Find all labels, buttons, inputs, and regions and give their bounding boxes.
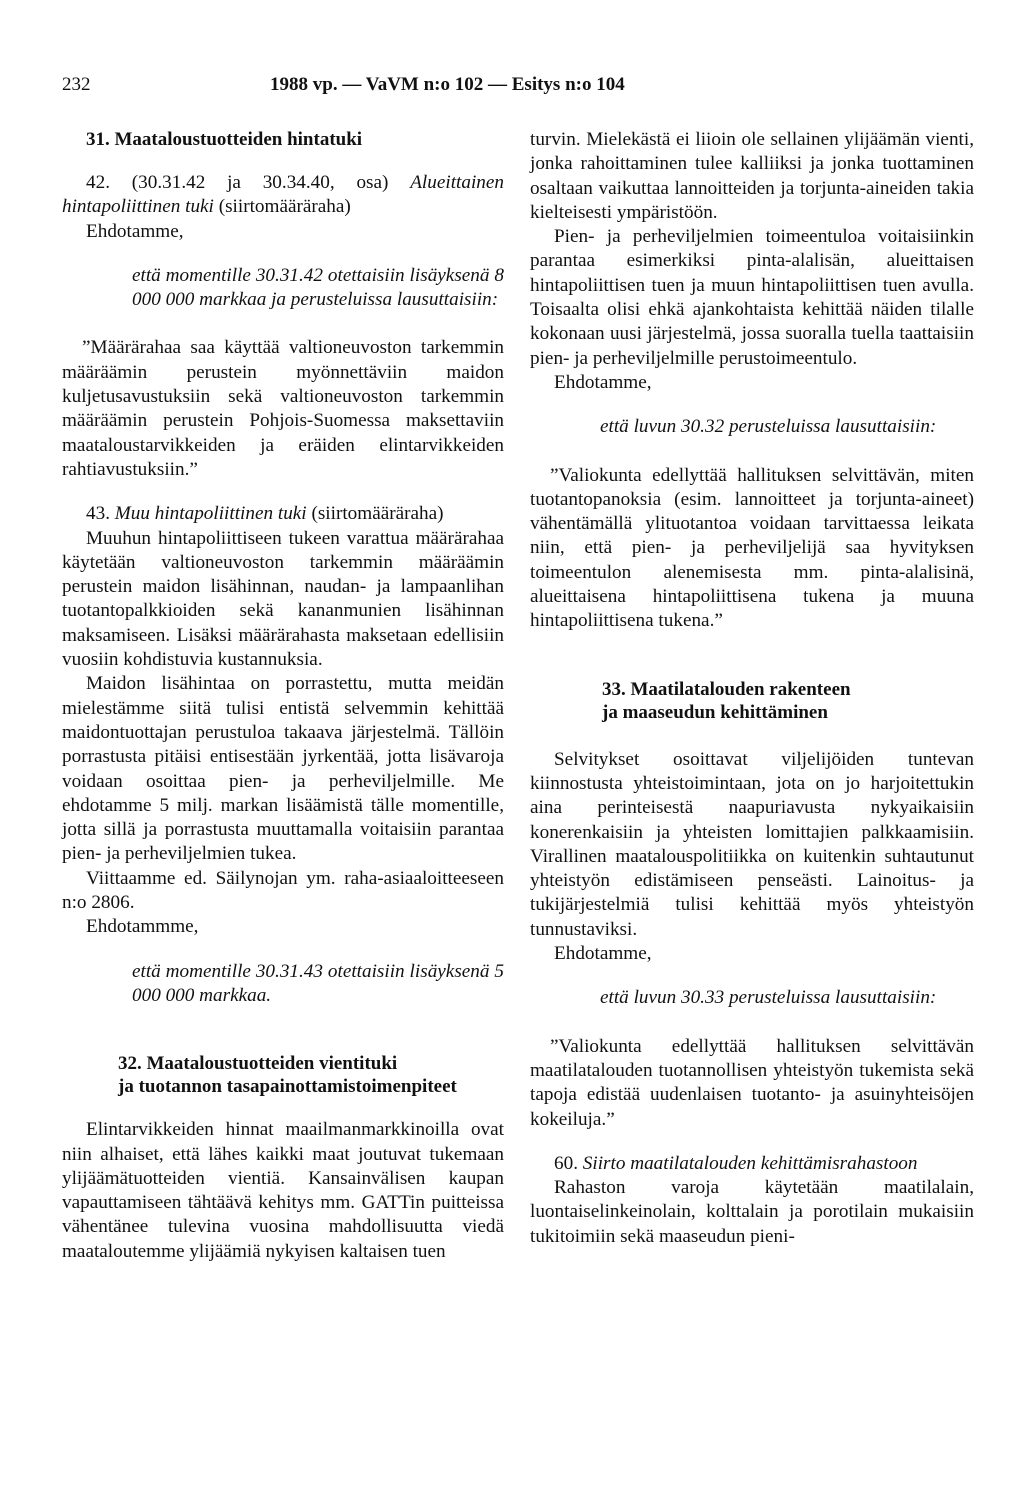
item-43-title xyxy=(62,502,504,526)
section-33-heading xyxy=(530,678,974,724)
item-43-name: Muu hintapoliittinen tuki xyxy=(114,503,307,525)
paragraph-43-2: Maidon lisähintaa on porrastettu, mutta meidän mielestämme siitä tulisi entistä selvemmin kehittää maidontuottajan perustuloa takaava järjestelmä. Tällöin porrastusta pitäisi entisestään jyrkentää, jotta lisävaroja voidaan osoittaa pien- ja perheviljelmille. Me ehdotamme 5 milj. markan lisäämistä tälle momentille, jotta sillä ja porrastusta muuttamalla voitaisiin parantaa pien- ja perheviljelmien tukea. xyxy=(62,673,504,865)
paragraph-43-3: Viittaamme ed. Säilynojan ym. raha-asiaaloitteeseen n:o 2806. xyxy=(62,867,504,914)
right-column xyxy=(530,128,974,1249)
proposal-intro-2: Ehdotammme, xyxy=(86,916,199,938)
section-31-heading: 31. Maataloustuotteiden hintatuki xyxy=(86,129,363,150)
item-60-title xyxy=(530,1152,974,1176)
proposal-4: että luvun 30.33 perusteluissa lausuttaisiin: xyxy=(600,987,937,1009)
running-title: 1988 vp. — VaVM n:o 102 — Esitys n:o 104 xyxy=(270,74,625,95)
section-33-heading-line-1: 33. Maatilatalouden rakenteen xyxy=(602,678,851,700)
paragraph-32: Elintarvikkeiden hinnat maailmanmarkkinoilla ovat niin alhaiset, että lähes kaikki maat joutuvat tukemaan ylijäämätuotteiden vientiä. Kansainvälisen kaupan vapauttamiseen tähtäävä kehitys mm. GATTin puitteissa vähentänee tulevina vuosina mahdollisuutta viedä maataloutemme ylijäämiä nykyisen kaltaisen tuen xyxy=(62,1119,504,1262)
proposal-intro-3: Ehdotamme, xyxy=(554,371,652,393)
item-43-number: 43. xyxy=(86,503,115,525)
proposal-1: että momentille 30.31.42 otettaisiin lisäyksenä 8 000 000 markkaa ja perusteluissa lausuttaisiin: xyxy=(132,264,504,311)
proposal-3: että luvun 30.32 perusteluissa lausuttaisiin: xyxy=(600,416,937,438)
item-42-type: (siirtomääräraha) xyxy=(213,196,351,218)
left-column xyxy=(62,128,504,1264)
item-60-name: Siirto maatilatalouden kehittämisrahastoon xyxy=(582,1152,918,1174)
item-42-title xyxy=(62,171,504,220)
section-32-heading-line-1: 32. Maataloustuotteiden vientituki xyxy=(118,1053,398,1075)
paragraph-33: Selvitykset osoittavat viljelijöiden tuntevan kiinnostusta yhteistoimintaan, jota on jo harjoitettukin aina perinteisestä naapuriavusta nykyaikaisiin konerenkaisiin ja yhteisten lomittajien palkkaamisiin. Virallinen maatalouspolitiikka on kuitenkin suhtautunut yhteistyön edistämiseen penseästi. Lainoitus- ja tukijärjestelmiä tulisi kehittää myös yhteistyön tunnustaviksi. xyxy=(530,748,974,940)
proposal-intro-1: Ehdotamme, xyxy=(86,220,184,242)
page-number: 232 xyxy=(62,74,91,95)
paragraph-32-2: Pien- ja perheviljelmien toimeentuloa voitaisiinkin parantaa esimerkiksi pinta-alalisän, alueittaisen hintapoliittisen tuen ja muun hintapoliittisen tuen avulla. Toisaalta olisi ehkä ajankohtaista kehittää näiden tilalle kokonaan uusi järjestelmä, jossa suoralla tuella taattaisiin pien- ja perheviljelmille perustoimeentulo. xyxy=(530,226,974,369)
proposal-2: että momentille 30.31.43 otettaisiin lisäyksenä 5 000 000 markkaa. xyxy=(132,960,504,1006)
item-42-name: Alueittainen hintapoliittinen tuki xyxy=(62,172,504,218)
section-32-heading xyxy=(62,1052,504,1098)
item-60-number: 60. xyxy=(554,1152,583,1174)
quote-2: ”Valiokunta edellyttää hallituksen selvittävän, miten tuotantopanoksia (esim. lannoitteet ja torjunta-aineet) vähentämällä ylituotantoa voidaan tarvittaessa leikata niin, että pien- ja perheviljelijä saa hyvityksen toimeentulon alenemisesta mm. pinta-alalisinä, alueittaisena hintapoliittisena tukena ja muuna hintapoliittisena tukena.” xyxy=(530,464,974,632)
section-32-heading-line-2: ja tuotannon tasapainottamistoimenpiteet xyxy=(118,1076,457,1098)
paragraph-43-1: Muuhun hintapoliittiseen tukeen varattua määrärahaa käytetään valtioneuvoston tarkemmin määräämin perustein maidon lisähinnan, naudan- ja lampaanlihan tuotantopalkkioiden sekä kananmunien lisähinnan maksamiseen. Lisäksi määrärahasta maksetaan edellisiin vuosiin kohdistuvia kustannuksia. xyxy=(62,527,504,671)
paragraph-60: Rahaston varoja käytetään maatilalain, luontaiselinkeinolain, kolttalain ja porotilain mukaisiin tukitoimiin sekä maaseudun pieni- xyxy=(530,1177,974,1247)
item-43-type: (siirtomääräraha) xyxy=(306,503,444,525)
quote-3: ”Valiokunta edellyttää hallituksen selvittävän maatilatalouden tuotannollisen yhteistyön tukemista sekä tapoja edistää uudenlaisen tuotanto- ja asuinyhteisöjen kokeiluja.” xyxy=(530,1035,974,1130)
paragraph-32-continued: turvin. Mielekästä ei liioin ole sellainen ylijäämän vienti, jonka rahoittaminen tulee kalliiksi ja jonka tuottaminen osaltaan vaikuttaa lannoitteiden ja torjunta-aineiden takia kielteisesti ympäristöön. xyxy=(530,129,974,223)
quote-1: ”Määrärahaa saa käyttää valtioneuvoston tarkemmin määräämin perustein myönnettäviin maidon kuljetusavustuksiin sekä valtioneuvoston tarkemmin määräämin perustein Pohjois-Suomessa maksettaviin maataloustarvikkeiden ja eräiden elintarvikkeiden rahtiavustuksiin.” xyxy=(62,337,504,480)
proposal-intro-4: Ehdotamme, xyxy=(554,943,652,965)
item-42-number: 42. (30.31.42 ja 30.34.40, osa) xyxy=(86,172,411,193)
section-33-heading-line-2: ja maaseudun kehittäminen xyxy=(602,701,828,723)
